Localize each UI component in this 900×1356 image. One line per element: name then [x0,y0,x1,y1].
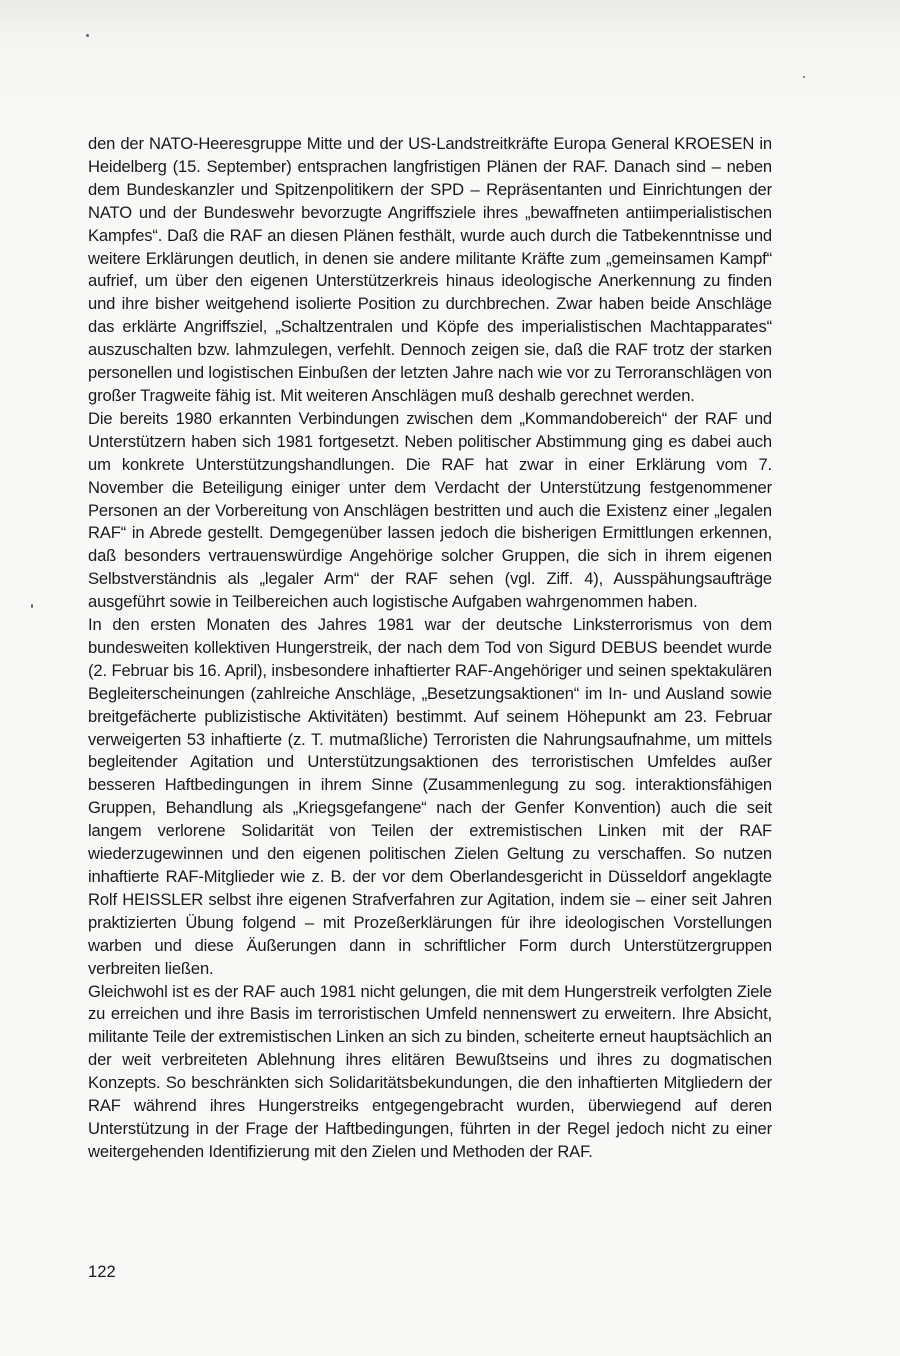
paragraph: Gleichwohl ist es der RAF auch 1981 nicht gelungen, die mit dem Hungerstreik verfolgten Ziele zu erreichen und ihre Basis im terroristischen Umfeld nennenswert zu erweitern. Ihre Absicht, militante Teile der extremistischen Linken an sich zu binden, scheiterte erneut hauptsächlich an der weit verbreiteten Ablehnung ihres elitären Bewußtseins und ihres zu dogmatischen Konzepts. So beschränkten sich Solidaritätsbekundungen, die den inhaftierten Mitgliedern der RAF während ihres Hungerstreiks entgegengebracht wurden, überwiegend auf deren Unterstützung in der Frage der Haftbedingungen, führten in der Regel jedoch nicht zu einer weitergehenden Identifizierung mit den Zielen und Methoden der RAF. [88,981,772,1161]
scan-speck [31,604,33,608]
page-number: 122 [88,1262,116,1281]
paragraph: Die bereits 1980 erkannten Verbindungen zwischen dem „Kommandobereich“ der RAF und Unterstützern haben sich 1981 fortgesetzt. Neben politischer Abstimmung ging es dabei auch um konkrete Unterstützungshandlungen. Die RAF hat zwar in einer Erklärung vom 7. November die Beteiligung einiger unter dem Verdacht der Unterstützung festgenommener Personen an der Vorbereitung von Anschlägen bestritten und auch die Existenz einer „legalen RAF“ in Abrede gestellt. Demgegenüber lassen jedoch die bisherigen Ermittlungen erkennen, daß besonders vertrauenswürdige Angehörige solcher Gruppen, die sich in ihrem eigenen Selbstverständnis als „legaler Arm“ der RAF sehen (vgl. Ziff. 4), Ausspähungsaufträge ausgeführt sowie in Teilbereichen auch logistische Aufgaben wahrgenommen haben. [88,408,772,612]
body-text [88,133,772,1164]
scan-speck [803,76,805,78]
paragraph: In den ersten Monaten des Jahres 1981 war der deutsche Linksterrorismus von dem bundesweiten kollektiven Hungerstreik, der nach dem Tod von Sigurd DEBUS beendet wurde (2. Februar bis 16. April), insbesondere inhaftierter RAF-Angehöriger und seinen spektakulären Begleiterscheinungen (zahlreiche Anschläge, „Besetzungsaktionen“ im In- und Ausland sowie breitgefächerte publizistische Aktivitäten) bestimmt. Auf seinem Höhepunkt am 23. Februar verweigerten 53 inhaftierte (z. T. mutmaßliche) Terroristen die Nahrungsaufnahme, um mittels begleitender Agitation und Unterstützungsaktionen des terroristischen Umfeldes außer besseren Haftbedingungen in ihrem Sinne (Zusammenlegung zu sog. interaktionsfähigen Gruppen, Behandlung als „Kriegsgefangene“ nach der Genfer Konvention) auch die seit langem verlorene Solidarität von Teilen der extremistischen Linken mit der RAF wiederzugewinnen und den eigenen politischen Zielen Geltung zu verschaffen. So nutzen inhaftierte RAF-Mitglieder wie z. B. der vor dem Oberlandesgericht in Düsseldorf angeklagte Rolf HEISSLER selbst ihre eigenen Strafverfahren zur Agitation, indem sie – einer seit Jahren praktizierten Übung folgend – mit Prozeßerklärungen für ihre ideologischen Vorstellungen warben und diese Äußerungen dann in schriftlicher Form durch Unterstützergruppen verbreiten ließen. [88,615,772,978]
paragraph: den der NATO-Heeresgruppe Mitte und der US-Landstreitkräfte Europa General KROESEN in Heidelberg (15. September) entsprachen langfristigen Plänen der RAF. Danach sind – neben dem Bundeskanzler und Spitzenpolitikern der SPD – Repräsentanten und Einrichtungen der NATO und der Bundeswehr bevorzugte Angriffsziele ihres „bewaffneten antiimperialistischen Kampfes“. Daß die RAF an diesen Plänen festhält, wurde auch durch die Tatbekenntnisse und weitere Erklärungen deutlich, in denen sie andere militante Kräfte zum „gemeinsamen Kampf“ aufrief, um über den eigenen Unterstützerkreis hinaus ideologische Anerkennung zu finden und ihre bisher weitgehend isolierte Position zu durchbrechen. Zwar haben beide Anschläge das erklärte Angriffsziel, „Schaltzentralen und Köpfe des imperialistischen Machtapparates“ auszuschalten bzw. lahmzulegen, verfehlt. Dennoch zeigen sie, daß die RAF trotz der starken personellen und logistischen Einbußen der letzten Jahre nach wie vor zu Terroranschlägen von großer Tragweite fähig ist. Mit weiteren Anschlägen muß deshalb gerechnet werden. [88,134,772,405]
scan-speck [86,34,89,37]
